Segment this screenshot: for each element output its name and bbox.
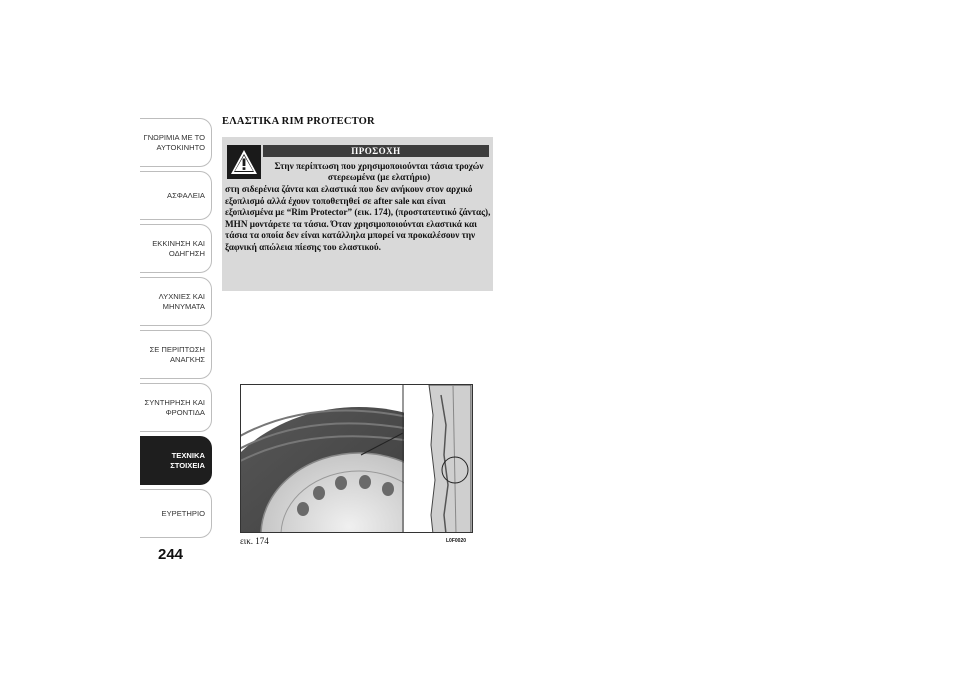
tab-label: ΑΣΦΑΛΕΙΑ: [167, 190, 205, 200]
tab-label: ΕΚΚΙΝΗΣΗ ΚΑΙ ΟΔΗΓΗΣΗ: [152, 238, 205, 258]
tab-emergency[interactable]: [140, 330, 212, 379]
tab-safety[interactable]: [140, 171, 212, 220]
figure-code: L0F0020: [446, 538, 467, 544]
tab-label: ΛΥΧΝΙΕΣ ΚΑΙ ΜΗΝΥΜΑΤΑ: [158, 291, 205, 311]
warning-text-body: στη σιδερένια ζάντα και ελαστικά που δεν ανήκουν στον αρχικό εξοπλισμό αλλά έχουν τοποθετηθεί σε after sale και είναι εξοπλισμένα με “Rim Protector” (εικ. 174), (προστατευτικό ζάντας), ΜΗΝ μοντάρετε τα τάσια. Όταν χρησιμοποιούνται ελαστικά και τάσια τα οποία δεν είναι κατάλληλα μπορεί να προκαλέσουν την ξαφνική απώλεια πίεσης του ελαστικού.: [225, 184, 491, 252]
chapter-tabs: [140, 118, 212, 542]
figure-caption: εικ. 174: [240, 536, 269, 546]
tab-maintenance[interactable]: [140, 383, 212, 432]
warning-text-lead: Στην περίπτωση που χρησιμοποιούνται τάσια τροχών στερεωμένα (με ελατήριο): [274, 161, 484, 183]
warning-triangle-icon: [227, 145, 261, 179]
tab-starting-driving[interactable]: [140, 224, 212, 273]
tab-label: ΣΥΝΤΗΡΗΣΗ ΚΑΙ ΦΡΟΝΤΙΔΑ: [144, 397, 205, 417]
page-number: 244: [158, 546, 184, 563]
tab-warning-lights[interactable]: [140, 277, 212, 326]
tyre-illustration: [241, 385, 473, 533]
tab-label: ΓΝΩΡΙΜΙΑ ΜΕ ΤΟ ΑΥΤΟΚΙΝΗΤΟ: [143, 132, 205, 152]
tab-technical-data[interactable]: [140, 436, 212, 485]
tab-label: ΤΕΧΝΙΚΑ ΣΤΟΙΧΕΙΑ: [170, 450, 205, 470]
figure-174: [240, 384, 473, 533]
tab-label: ΣΕ ΠΕΡΙΠΤΩΣΗ ΑΝΑΓΚΗΣ: [149, 344, 205, 364]
tab-index[interactable]: [140, 489, 212, 538]
section-heading: ΕΛΑΣΤΙΚΑ RIM PROTECTOR: [222, 116, 375, 127]
warning-title: ΠΡΟΣΟΧΗ: [263, 145, 489, 157]
warning-box: [222, 137, 493, 291]
tab-label: ΕΥΡΕΤΗΡΙΟ: [161, 508, 205, 518]
tab-getting-to-know[interactable]: [140, 118, 212, 167]
